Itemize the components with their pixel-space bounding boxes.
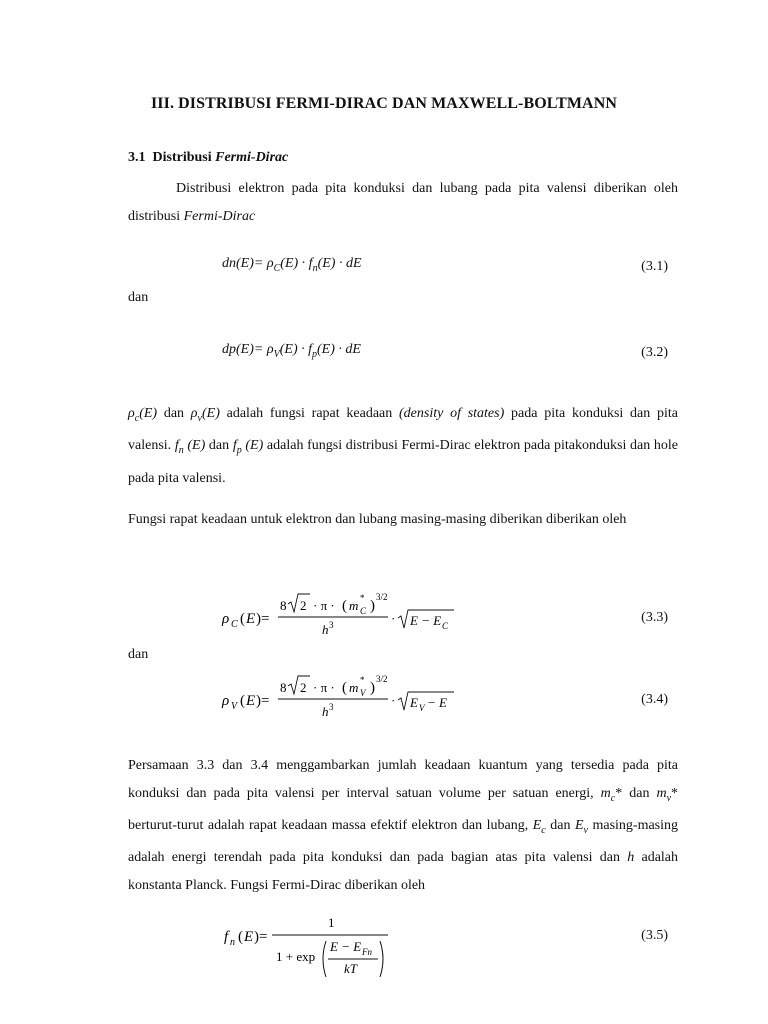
equation-number: (3.1) [641, 259, 668, 274]
svg-text:(: ( [240, 611, 245, 627]
svg-text:): ) [370, 680, 375, 696]
svg-text:h: h [322, 622, 329, 637]
svg-text:h: h [322, 704, 329, 719]
svg-text:1: 1 [328, 915, 335, 930]
svg-text:· π ·: · π · [313, 680, 335, 695]
svg-text:)=: )= [256, 693, 270, 709]
text-fragment: Persamaan 3.3 dan 3.4 menggambarkan jumlah keadaan kuantum yang tersedia pada pita konduksi dan pada pita valensi per interval satuan volume per satuan energi, [128, 758, 678, 801]
svg-text:C: C [360, 606, 367, 616]
paragraph-intro-text: Distribusi elektron pada pita konduksi dan lubang pada pita valensi diberikan oleh distribusi [128, 181, 678, 224]
symbol-fn: $f_n$ (E) [174, 438, 206, 457]
svg-text:·: · [391, 611, 396, 626]
symbol-fp: $f_p$ (E) [232, 438, 264, 457]
text-fragment-italic: (density of states) [399, 406, 505, 421]
svg-text:E − E: E − E [410, 613, 442, 628]
svg-text:): ) [370, 598, 375, 614]
svg-text:kT: kT [344, 961, 357, 976]
svg-text:C: C [231, 619, 238, 630]
symbol-ec: $E_c$ [532, 817, 546, 836]
svg-text:V: V [419, 703, 425, 713]
svg-text:E: E [410, 695, 418, 710]
svg-text:(: ( [342, 680, 347, 696]
svg-text:(: ( [238, 929, 243, 945]
section-label: Distribusi [152, 150, 212, 165]
svg-text:3: 3 [329, 702, 334, 712]
svg-text:n: n [230, 937, 235, 948]
text-fragment: adalah fungsi distribusi Fermi-Dirac elektron pada pitakonduksi dan hole pada pita valensi. [128, 438, 678, 486]
section-number: 3.1 [128, 150, 146, 165]
equation-number: (3.5) [641, 928, 668, 943]
equation-3-4 [218, 670, 458, 726]
svg-text:8: 8 [280, 598, 287, 613]
svg-text:3/2: 3/2 [376, 592, 388, 602]
connector-text: dan [128, 290, 149, 305]
text-fragment: dan [622, 785, 657, 801]
text-fragment: dan [157, 406, 191, 421]
svg-text:− E: − E [427, 695, 447, 710]
svg-text:2: 2 [300, 680, 307, 695]
equation-3-5 [222, 905, 422, 985]
svg-text:2: 2 [300, 598, 307, 613]
svg-text:3/2: 3/2 [376, 674, 388, 684]
svg-text:(: ( [342, 598, 347, 614]
svg-text:*: * [360, 593, 365, 603]
svg-text:E: E [244, 929, 254, 945]
svg-text:ρ: ρ [222, 611, 230, 627]
section-label-italic: Fermi-Dirac [215, 150, 289, 165]
svg-text:f: f [224, 929, 229, 945]
equation-number: (3.3) [641, 610, 668, 625]
svg-text:E: E [246, 611, 256, 627]
paragraph-intro-italic: Fermi-Dirac [183, 208, 256, 224]
svg-text:m: m [349, 680, 359, 695]
text-fragment: adalah konstanta Planck. Fungsi Fermi-Dirac diberikan oleh [128, 850, 679, 893]
symbol-rho-v: $\rho_v(E)$ [190, 406, 220, 424]
svg-text:·: · [391, 693, 396, 708]
paragraph-intro [128, 175, 678, 230]
equation-3-2: $dp(E)= \rho_V(E) \cdot f_p(E)$ · dE [222, 342, 361, 360]
equation-number: (3.2) [641, 345, 668, 360]
svg-text:1 + exp: 1 + exp [276, 949, 316, 964]
svg-text:)=: )= [256, 611, 270, 627]
paragraph-density [128, 400, 678, 492]
svg-text:C: C [442, 621, 449, 631]
connector-text: dan [128, 647, 149, 662]
svg-text:E: E [246, 693, 256, 709]
svg-text:*: * [360, 675, 365, 685]
symbol-ev: $E_v$ [574, 817, 588, 836]
page-title: III. DISTRIBUSI FERMI-DIRAC DAN MAXWELL-BOLTMANN [150, 95, 618, 112]
equation-3-1: $dn(E)= \rho_C(E) \cdot f_n(E)$ · dE [222, 256, 362, 274]
svg-text:(: ( [240, 693, 245, 709]
svg-text:m: m [349, 598, 359, 613]
svg-text:V: V [231, 701, 238, 712]
svg-text:Fn: Fn [362, 947, 372, 957]
text-fragment: berturut-turut adalah rapat keadaan massa efektif elektron dan lubang, [128, 817, 533, 833]
symbol-rho-c: $\rho_c(E)$ [128, 406, 158, 424]
text-fragment: masing-masing adalah energi terendah pada pita konduksi dan pada bagian atas pita valensi dan [128, 817, 679, 866]
text-fragment: adalah fungsi rapat keadaan [219, 406, 399, 421]
svg-text:ρ: ρ [222, 693, 230, 709]
svg-text:E − E: E − E [330, 939, 362, 954]
equation-number: (3.4) [641, 692, 668, 707]
section-heading [128, 150, 288, 166]
symbol-h: h [627, 850, 635, 866]
text-fragment: dan [545, 817, 575, 833]
svg-text:)=: )= [254, 929, 268, 945]
equation-3-3 [218, 588, 458, 644]
svg-text:· π ·: · π · [313, 598, 335, 613]
paragraph-explanation: Persamaan 3.3 dan 3.4 menggambarkan jumlah keadaan kuantum yang tersedia pada pita konduksi dan pada pita valensi per interval satuan volume per satuan energi, $m_c*$ dan $m_v*$ berturut-turut adalah rapat keadaan massa efektif elektron dan lubang, $E_c$ dan $E_v$ masing-masing adalah energi terendah pada pita konduksi dan pada bagian atas pita valensi dan h adalah konstanta Planck. Fungsi Fermi-Dirac diberikan oleh [128, 758, 679, 893]
text-fragment: pada pita konduksi dan pita valensi. [128, 406, 678, 454]
paragraph-states: Fungsi rapat keadaan untuk elektron dan lubang masing-masing diberikan diberikan oleh [128, 512, 627, 527]
svg-text:8: 8 [280, 680, 287, 695]
svg-text:3: 3 [329, 620, 334, 630]
svg-text:V: V [360, 688, 366, 698]
symbol-mc: $m_c$ [600, 785, 616, 804]
text-fragment: dan [205, 438, 233, 454]
symbol-mv: $m_v$ [656, 785, 672, 804]
